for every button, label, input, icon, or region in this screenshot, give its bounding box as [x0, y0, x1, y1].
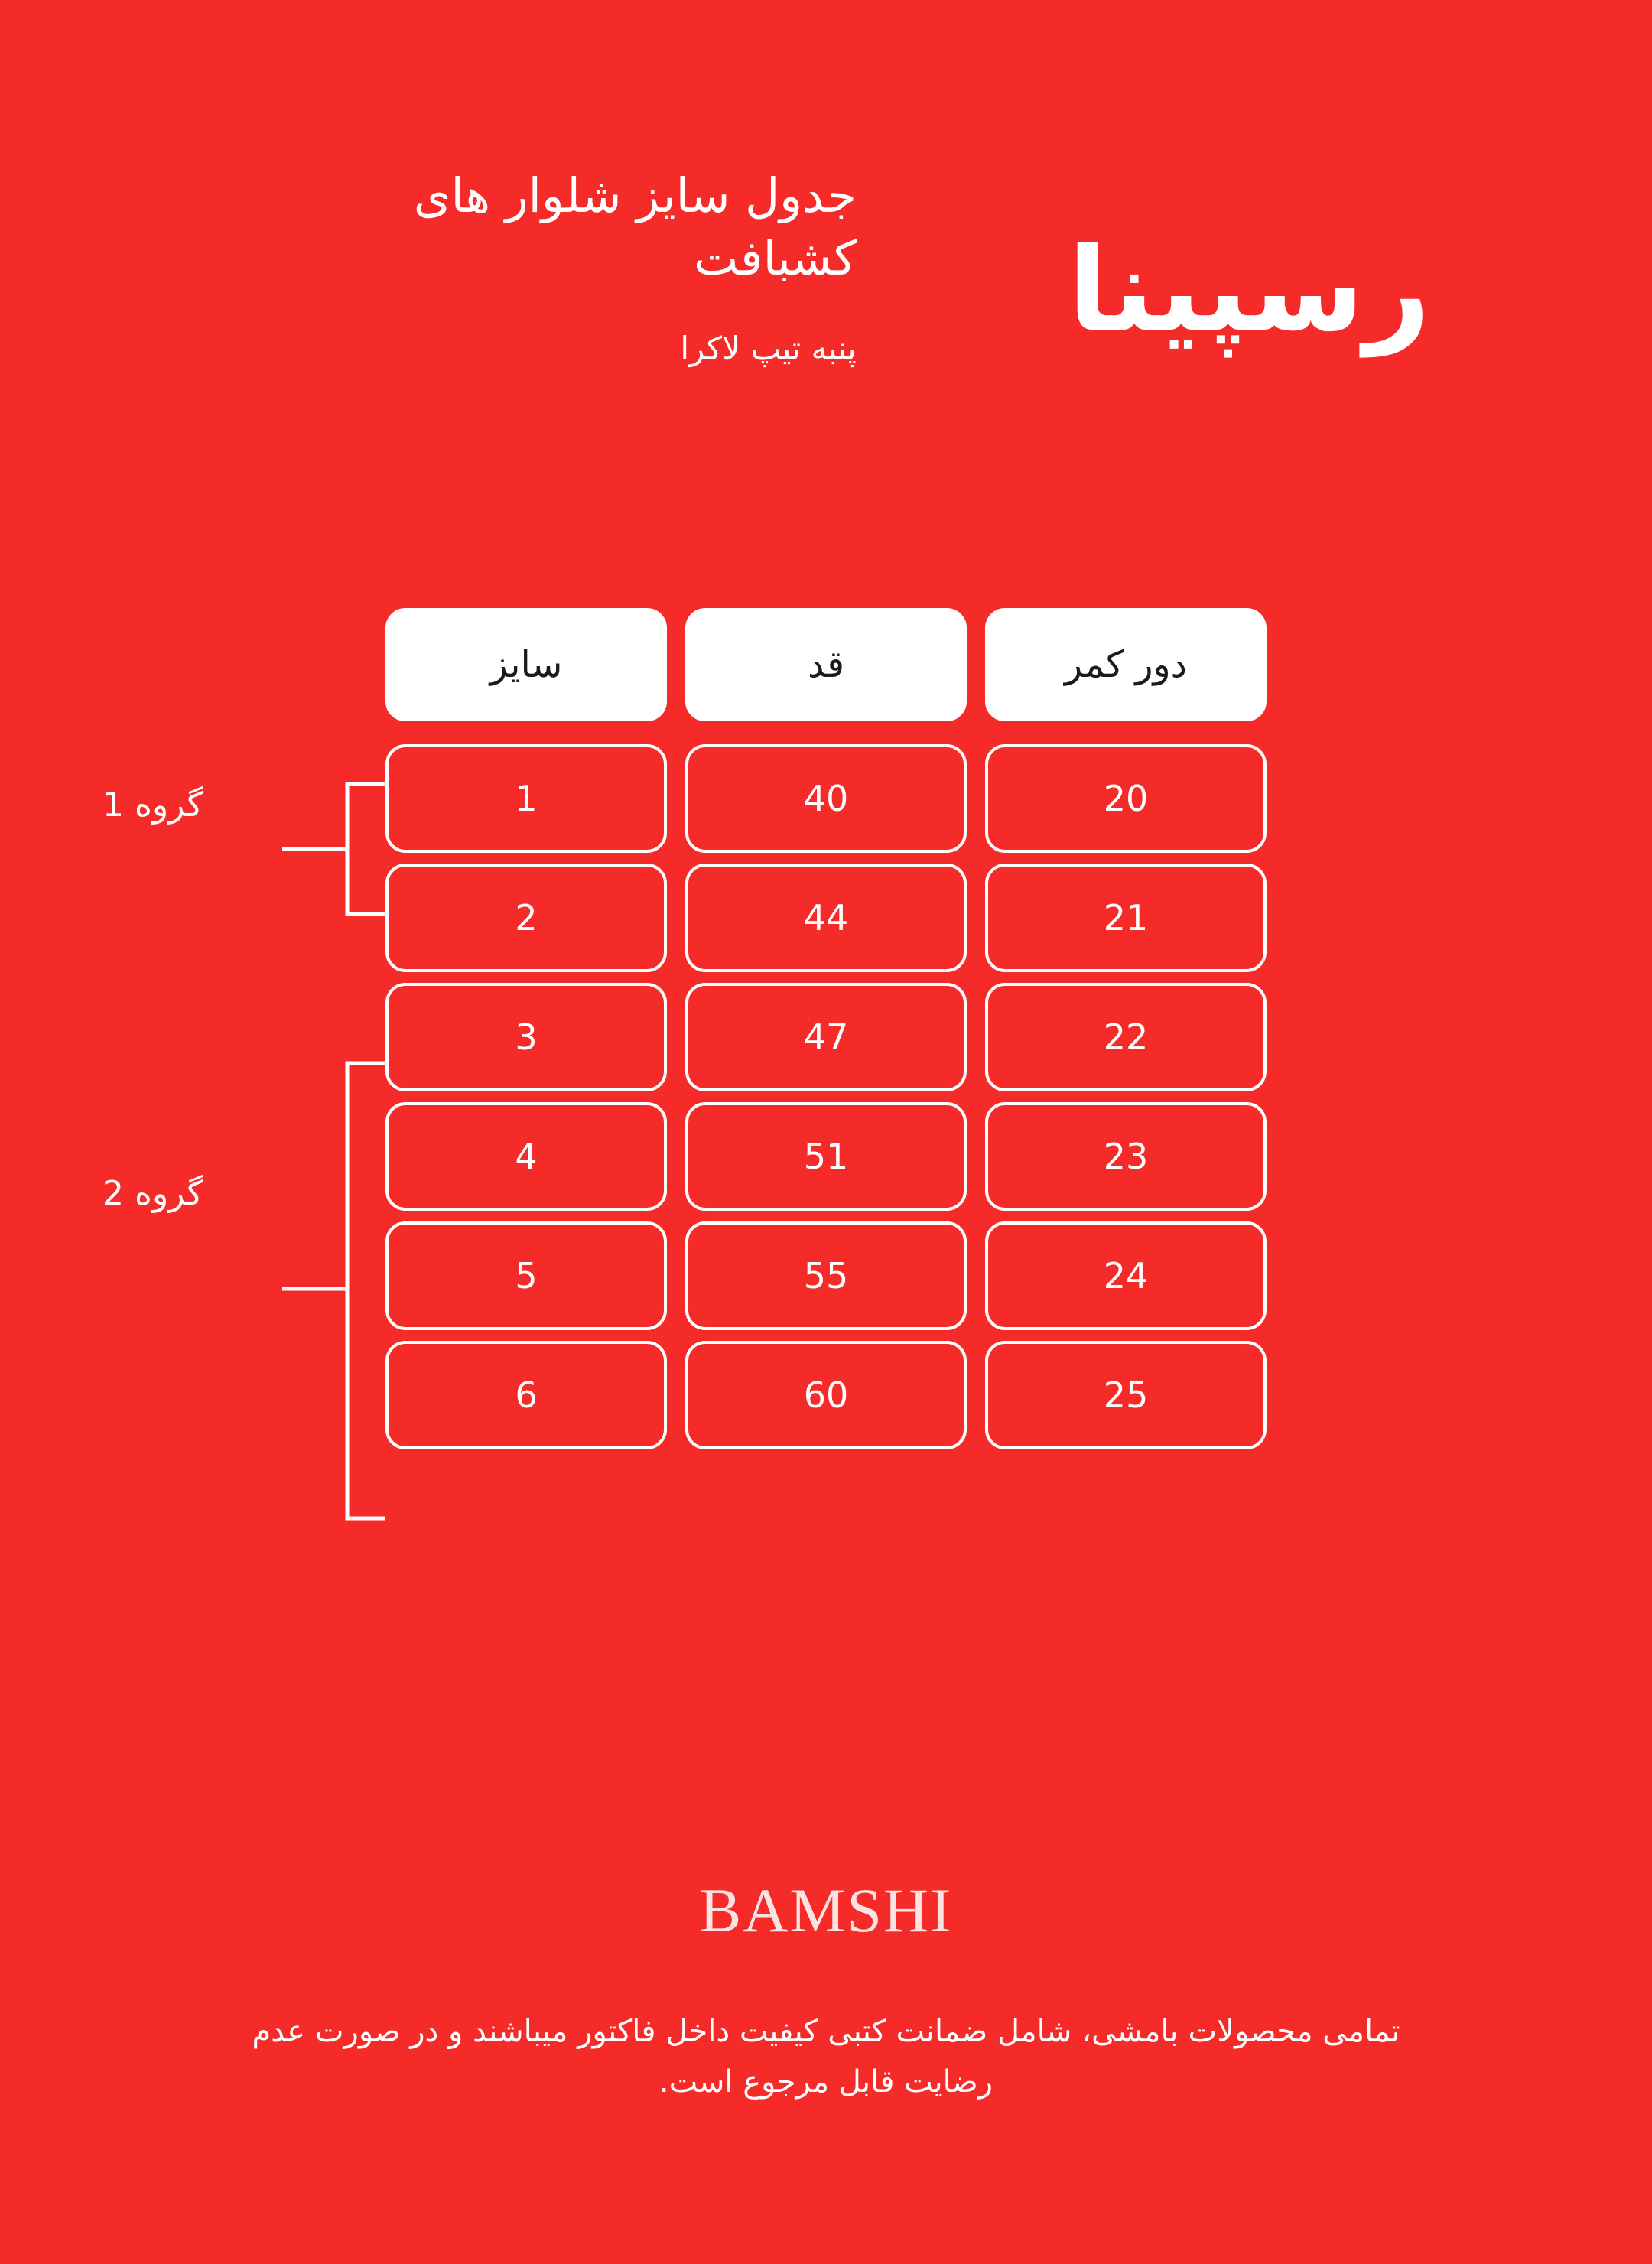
cell-waist: 23: [985, 1102, 1267, 1211]
size-table-wrap: [0, 608, 1652, 1449]
poster-footer: [0, 1875, 1652, 2107]
table-row: [385, 1341, 1267, 1449]
table-row: [385, 983, 1267, 1091]
cell-waist: 24: [985, 1221, 1267, 1330]
cell-waist: 25: [985, 1341, 1267, 1449]
table-row: [385, 1102, 1267, 1211]
cell-length: 44: [685, 864, 967, 972]
poster-header: [0, 0, 1652, 371]
group-label-2: گروه 2: [102, 1174, 203, 1213]
cell-waist: 22: [985, 983, 1267, 1091]
cell-waist: 20: [985, 744, 1267, 853]
cell-length: 60: [685, 1341, 967, 1449]
table-row: [385, 864, 1267, 972]
cell-size: 4: [385, 1102, 667, 1211]
cell-size: 6: [385, 1341, 667, 1449]
cell-size: 2: [385, 864, 667, 972]
table-row: [385, 1221, 1267, 1330]
group-brackets: [95, 753, 385, 1541]
cell-size: 1: [385, 744, 667, 853]
cell-length: 51: [685, 1102, 967, 1211]
cell-size: 3: [385, 983, 667, 1091]
table-header-row: [385, 608, 1267, 721]
cell-length: 47: [685, 983, 967, 1091]
cell-length: 55: [685, 1221, 967, 1330]
cell-length: 40: [685, 744, 967, 853]
table-row: [385, 744, 1267, 853]
page-subtitle: پنبه تیپ لاکرا: [680, 329, 857, 367]
column-header-waist: دور کمر: [985, 608, 1267, 721]
footer-note: تمامی محصولات بامشی، شامل ضمانت کتبی کیفیت داخل فاکتور میباشند و در صورت عدم رضایت قابل مرجوع است.: [252, 2014, 1400, 2100]
bracket-lines-icon: [95, 753, 385, 1541]
group-label-1: گروه 1: [102, 786, 203, 825]
brand-logo: رسپینا: [1068, 224, 1430, 357]
size-table: [102, 608, 1267, 1449]
cell-size: 5: [385, 1221, 667, 1330]
column-header-size: سایز: [385, 608, 667, 721]
header-text-block: [275, 164, 857, 371]
page-title: جدول سایز شلوار های کشبافت: [413, 168, 857, 286]
footer-logo: BAMSHI: [699, 1875, 953, 1945]
cell-waist: 21: [985, 864, 1267, 972]
column-header-length: قد: [685, 608, 967, 721]
